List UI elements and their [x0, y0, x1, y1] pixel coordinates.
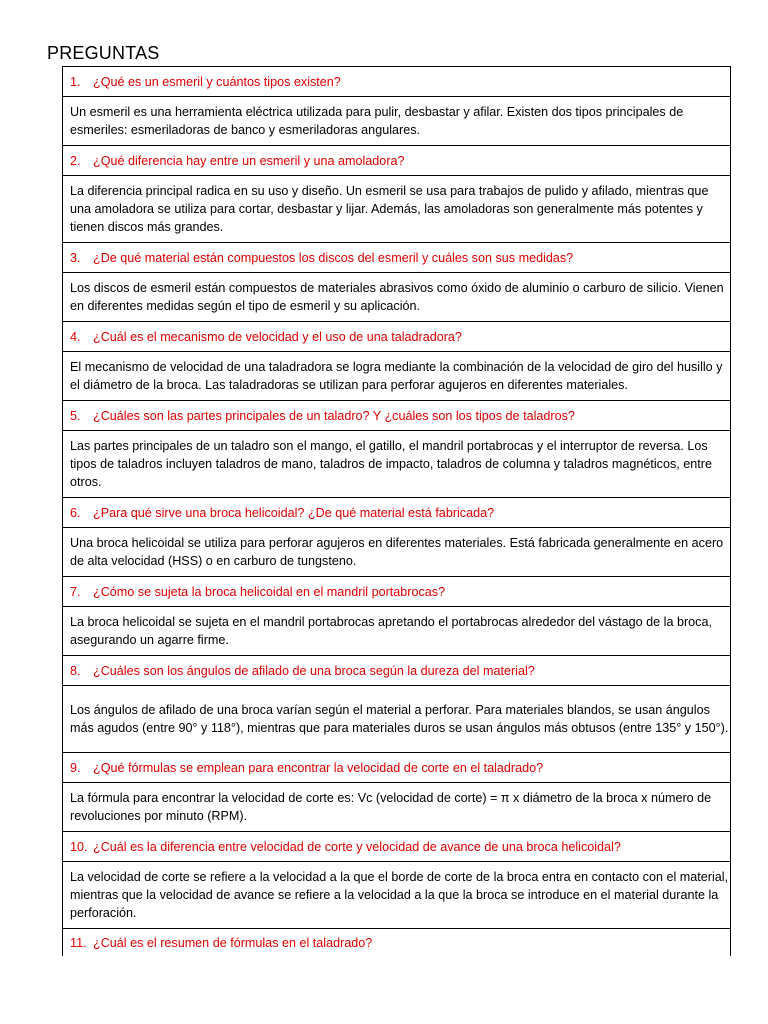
answer-text: Las partes principales de un taladro son el mango, el gatillo, el mandril portabrocas y el interruptor de reversa. Los tipos de taladros incluyen taladros de mano, taladros de impacto, taladros de columna y taladros magnéticos, entre otros.	[63, 431, 731, 498]
question-row	[63, 401, 731, 431]
page-title: PREGUNTAS	[47, 43, 160, 63]
question-number: 8.	[70, 663, 81, 678]
question-number: 3.	[70, 250, 81, 265]
question-number: 10.	[70, 839, 88, 854]
question-text: ¿Cuál es la diferencia entre velocidad de corte y velocidad de avance de una broca helicoidal?	[93, 839, 621, 854]
question-number: 1.	[70, 74, 81, 89]
question-row	[63, 832, 731, 862]
question-text: ¿Cuáles son las partes principales de un taladro? Y ¿cuáles son los tipos de taladros?	[93, 408, 575, 423]
question-row	[63, 146, 731, 176]
question-text: ¿Cuál es el resumen de fórmulas en el taladrado?	[93, 935, 373, 950]
answer-row	[63, 273, 731, 322]
answer-row	[63, 352, 731, 401]
question-row	[63, 67, 731, 97]
question-text: ¿Qué diferencia hay entre un esmeril y una amoladora?	[93, 153, 405, 168]
question-row	[63, 753, 731, 783]
answer-row	[63, 862, 731, 929]
qa-table	[62, 66, 731, 956]
question-text: ¿Cuáles son los ángulos de afilado de una broca según la dureza del material?	[93, 663, 535, 678]
answer-text: La fórmula para encontrar la velocidad de corte es: Vc (velocidad de corte) = π x diámetro de la broca x número de revoluciones por minuto (RPM).	[63, 783, 731, 832]
question-text: ¿Para qué sirve una broca helicoidal? ¿De qué material está fabricada?	[93, 505, 495, 520]
question-text: ¿Cómo se sujeta la broca helicoidal en el mandril portabrocas?	[93, 584, 446, 599]
answer-row	[63, 176, 731, 243]
question-number: 6.	[70, 505, 81, 520]
answer-row	[63, 528, 731, 577]
question-row	[63, 243, 731, 273]
question-row	[63, 322, 731, 352]
answer-row	[63, 431, 731, 498]
question-number: 7.	[70, 584, 81, 599]
answer-row	[63, 783, 731, 832]
question-text: ¿Qué es un esmeril y cuántos tipos existen?	[93, 74, 341, 89]
answer-text: Los discos de esmeril están compuestos de materiales abrasivos como óxido de aluminio o carburo de silicio. Vienen en diferentes medidas según el tipo de esmeril y su aplicación.	[63, 273, 731, 322]
question-text: ¿De qué material están compuestos los discos del esmeril y cuáles son sus medidas?	[93, 250, 574, 265]
answer-text: Los ángulos de afilado de una broca varían según el material a perforar. Para materiales blandos, se usan ángulos más agudos (entre 90° y 118°), mientras que para materiales duros se usan ángulos más obtusos (entre 135° y 150°).	[63, 686, 731, 753]
question-text: ¿Cuál es el mecanismo de velocidad y el uso de una taladradora?	[93, 329, 462, 344]
question-row	[63, 656, 731, 686]
question-number: 4.	[70, 329, 81, 344]
question-row	[63, 929, 731, 957]
question-number: 2.	[70, 153, 81, 168]
answer-row	[63, 97, 731, 146]
answer-row	[63, 607, 731, 656]
answer-text: La velocidad de corte se refiere a la velocidad a la que el borde de corte de la broca entra en contacto con el material, mientras que la velocidad de avance se refiere a la velocidad a la que la broca se introduce en el material durante la perforación.	[63, 862, 731, 929]
answer-row	[63, 686, 731, 753]
answer-text: La broca helicoidal se sujeta en el mandril portabrocas apretando el portabrocas alrededor del vástago de la broca, asegurando un agarre firme.	[63, 607, 731, 656]
answer-text: Una broca helicoidal se utiliza para perforar agujeros en diferentes materiales. Está fabricada generalmente en acero de alta velocidad (HSS) o en carburo de tungsteno.	[63, 528, 731, 577]
answer-text: El mecanismo de velocidad de una taladradora se logra mediante la combinación de la velocidad de giro del husillo y el diámetro de la broca. Las taladradoras se utilizan para perforar agujeros en diferentes materiales.	[63, 352, 731, 401]
question-number: 11.	[70, 935, 87, 950]
question-number: 9.	[70, 760, 81, 775]
question-row	[63, 577, 731, 607]
question-text: ¿Qué fórmulas se emplean para encontrar la velocidad de corte en el taladrado?	[93, 760, 544, 775]
answer-text: Un esmeril es una herramienta eléctrica utilizada para pulir, desbastar y afilar. Existen dos tipos principales de esmeriles: esmeriladoras de banco y esmeriladoras angulares.	[63, 97, 731, 146]
question-number: 5.	[70, 408, 81, 423]
answer-text: La diferencia principal radica en su uso y diseño. Un esmeril se usa para trabajos de pulido y afilado, mientras que una amoladora se utiliza para cortar, desbastar y lijar. Además, las amoladoras son generalmente más potentes y tienen discos más grandes.	[63, 176, 731, 243]
question-row	[63, 498, 731, 528]
